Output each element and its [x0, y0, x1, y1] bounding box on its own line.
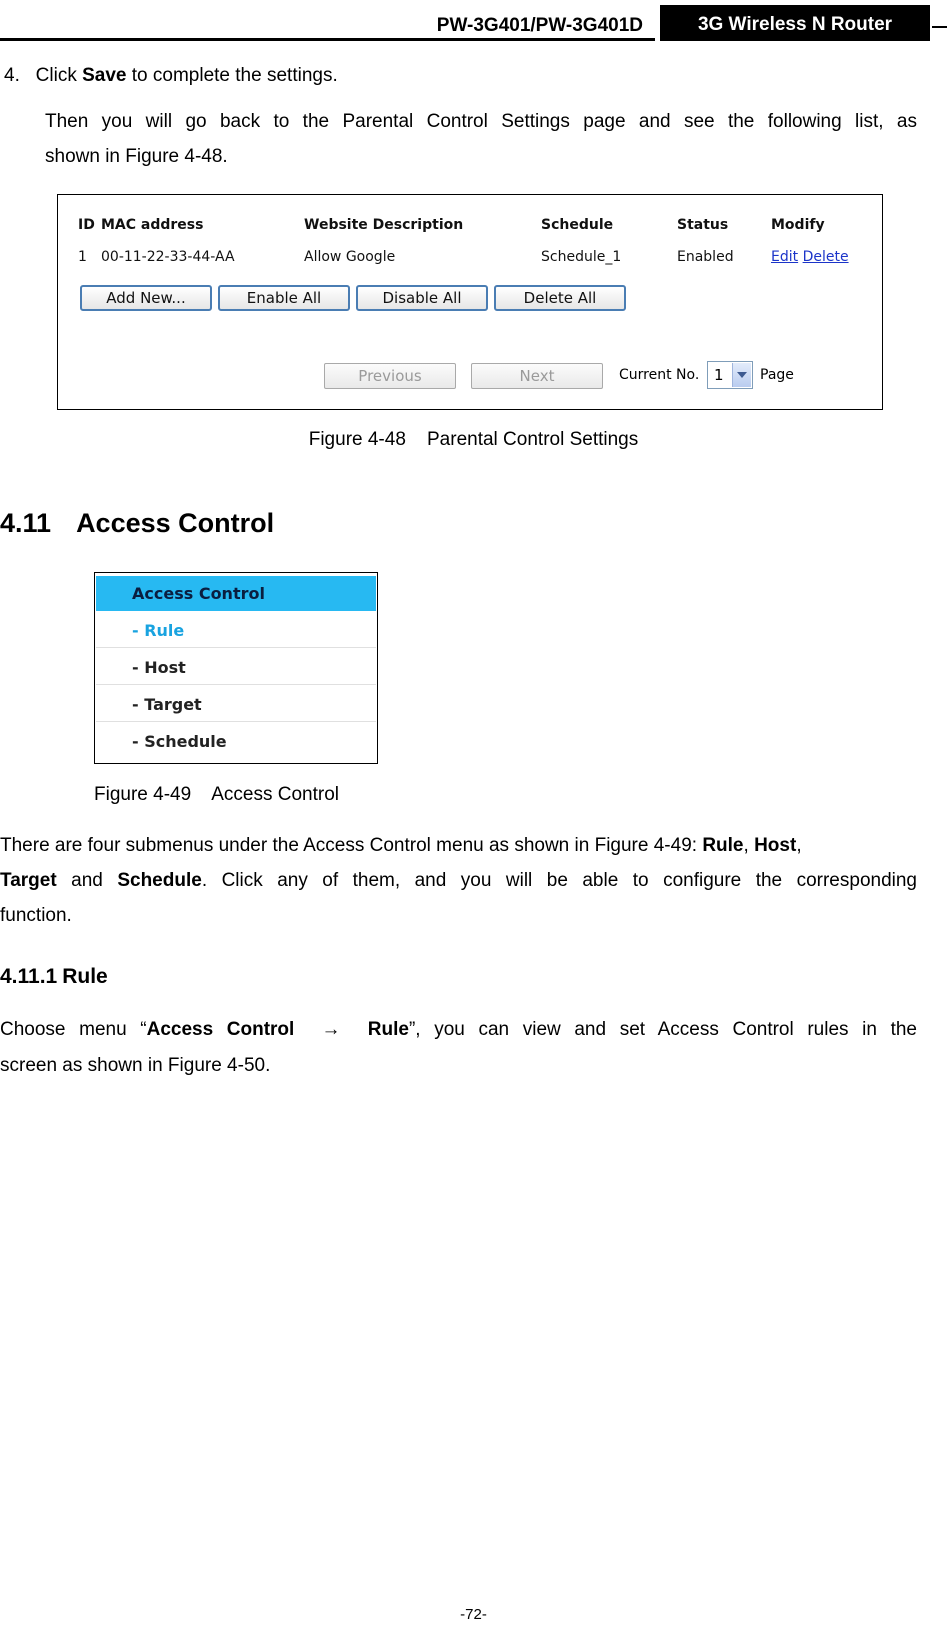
menu-rule[interactable]: - Rule [96, 613, 376, 648]
page-select-value: 1 [714, 366, 724, 384]
submenus-text-a: There are four submenus under the Access Control menu as shown in Figure 4-49: [0, 835, 703, 856]
previous-button[interactable]: Previous [324, 363, 456, 389]
menu-schedule[interactable]: - Schedule [132, 732, 227, 751]
figure-49-caption: Figure 4-49 Access Control [94, 784, 339, 805]
submenus-rule: Rule [702, 835, 744, 856]
header-model: PW-3G401/PW-3G401D [436, 15, 643, 36]
current-no-label: Current No. [619, 367, 700, 383]
cell-modify [771, 249, 849, 265]
enable-all-button[interactable]: Enable All [218, 285, 350, 311]
submenus-line-2 [0, 864, 917, 898]
submenus-host: Host [754, 835, 797, 856]
menu-host[interactable]: - Host [96, 650, 376, 685]
header-rule [0, 38, 655, 41]
intro-line-2: shown in Figure 4-48. [45, 146, 228, 167]
col-description: Website Description [304, 217, 464, 233]
col-modify: Modify [771, 217, 825, 233]
section-number: 4.11 [0, 508, 52, 538]
intro-line-1: Then you will go back to the Parental Control Settings page and see the following list, as [45, 111, 917, 132]
step-4-suffix: to complete the settings. [126, 65, 338, 86]
submenus-schedule: Schedule [117, 870, 202, 891]
step-4-prefix: 4. Click [4, 65, 83, 86]
header-tick [932, 26, 947, 28]
rule-line-2: screen as shown in Figure 4-50. [0, 1055, 271, 1076]
col-id: ID [78, 217, 95, 233]
header-product: 3G Wireless N Router [660, 5, 930, 41]
section-title: Access Control [76, 508, 275, 538]
cell-schedule: Schedule_1 [541, 249, 622, 265]
step-4 [4, 59, 338, 93]
submenus-and: and [56, 870, 118, 891]
section-heading [0, 506, 274, 540]
col-status: Status [677, 217, 729, 233]
rule-line-1 [0, 1013, 917, 1047]
step-4-save: Save [82, 65, 127, 86]
chevron-down-icon[interactable] [732, 363, 751, 387]
submenus-text-b: . Click any of them, and you will be able to configure the corresponding [201, 870, 918, 891]
access-control-menu [94, 572, 378, 764]
submenus-line-1 [0, 829, 917, 863]
menu-access-control[interactable]: Access Control [96, 576, 376, 611]
menu-target[interactable]: - Target [96, 687, 376, 722]
parental-control-figure [57, 194, 883, 410]
figure-48-caption: Figure 4-48 Parental Control Settings [308, 429, 639, 450]
subsection-title: Rule [62, 965, 108, 988]
edit-link[interactable]: Edit [771, 249, 799, 265]
next-button[interactable]: Next [471, 363, 603, 389]
add-new-button[interactable]: Add New... [80, 285, 212, 311]
subsection-heading [0, 962, 108, 992]
submenus-target: Target [0, 870, 57, 891]
cell-status: Enabled [677, 249, 734, 265]
page-select[interactable] [707, 361, 753, 389]
disable-all-button[interactable]: Disable All [356, 285, 488, 311]
submenus-comma-1: , [743, 835, 755, 856]
rule-text-b: ”, you can view and set Access Control rules in the [408, 1019, 917, 1040]
col-mac: MAC address [101, 217, 204, 233]
submenus-comma-2: , [796, 835, 802, 856]
submenus-line-3: function. [0, 905, 72, 926]
delete-link[interactable]: Delete [802, 249, 849, 265]
page-label: Page [760, 367, 794, 383]
rule-menu-path: Access Control → Rule [146, 1019, 409, 1040]
subsection-number: 4.11.1 [0, 965, 58, 988]
page-number: -72- [460, 1606, 487, 1623]
cell-mac: 00-11-22-33-44-AA [101, 249, 235, 265]
delete-all-button[interactable]: Delete All [494, 285, 626, 311]
cell-description: Allow Google [304, 249, 396, 265]
rule-text-a: Choose menu “ [0, 1019, 147, 1040]
col-schedule: Schedule [541, 217, 614, 233]
cell-id: 1 [78, 249, 87, 265]
